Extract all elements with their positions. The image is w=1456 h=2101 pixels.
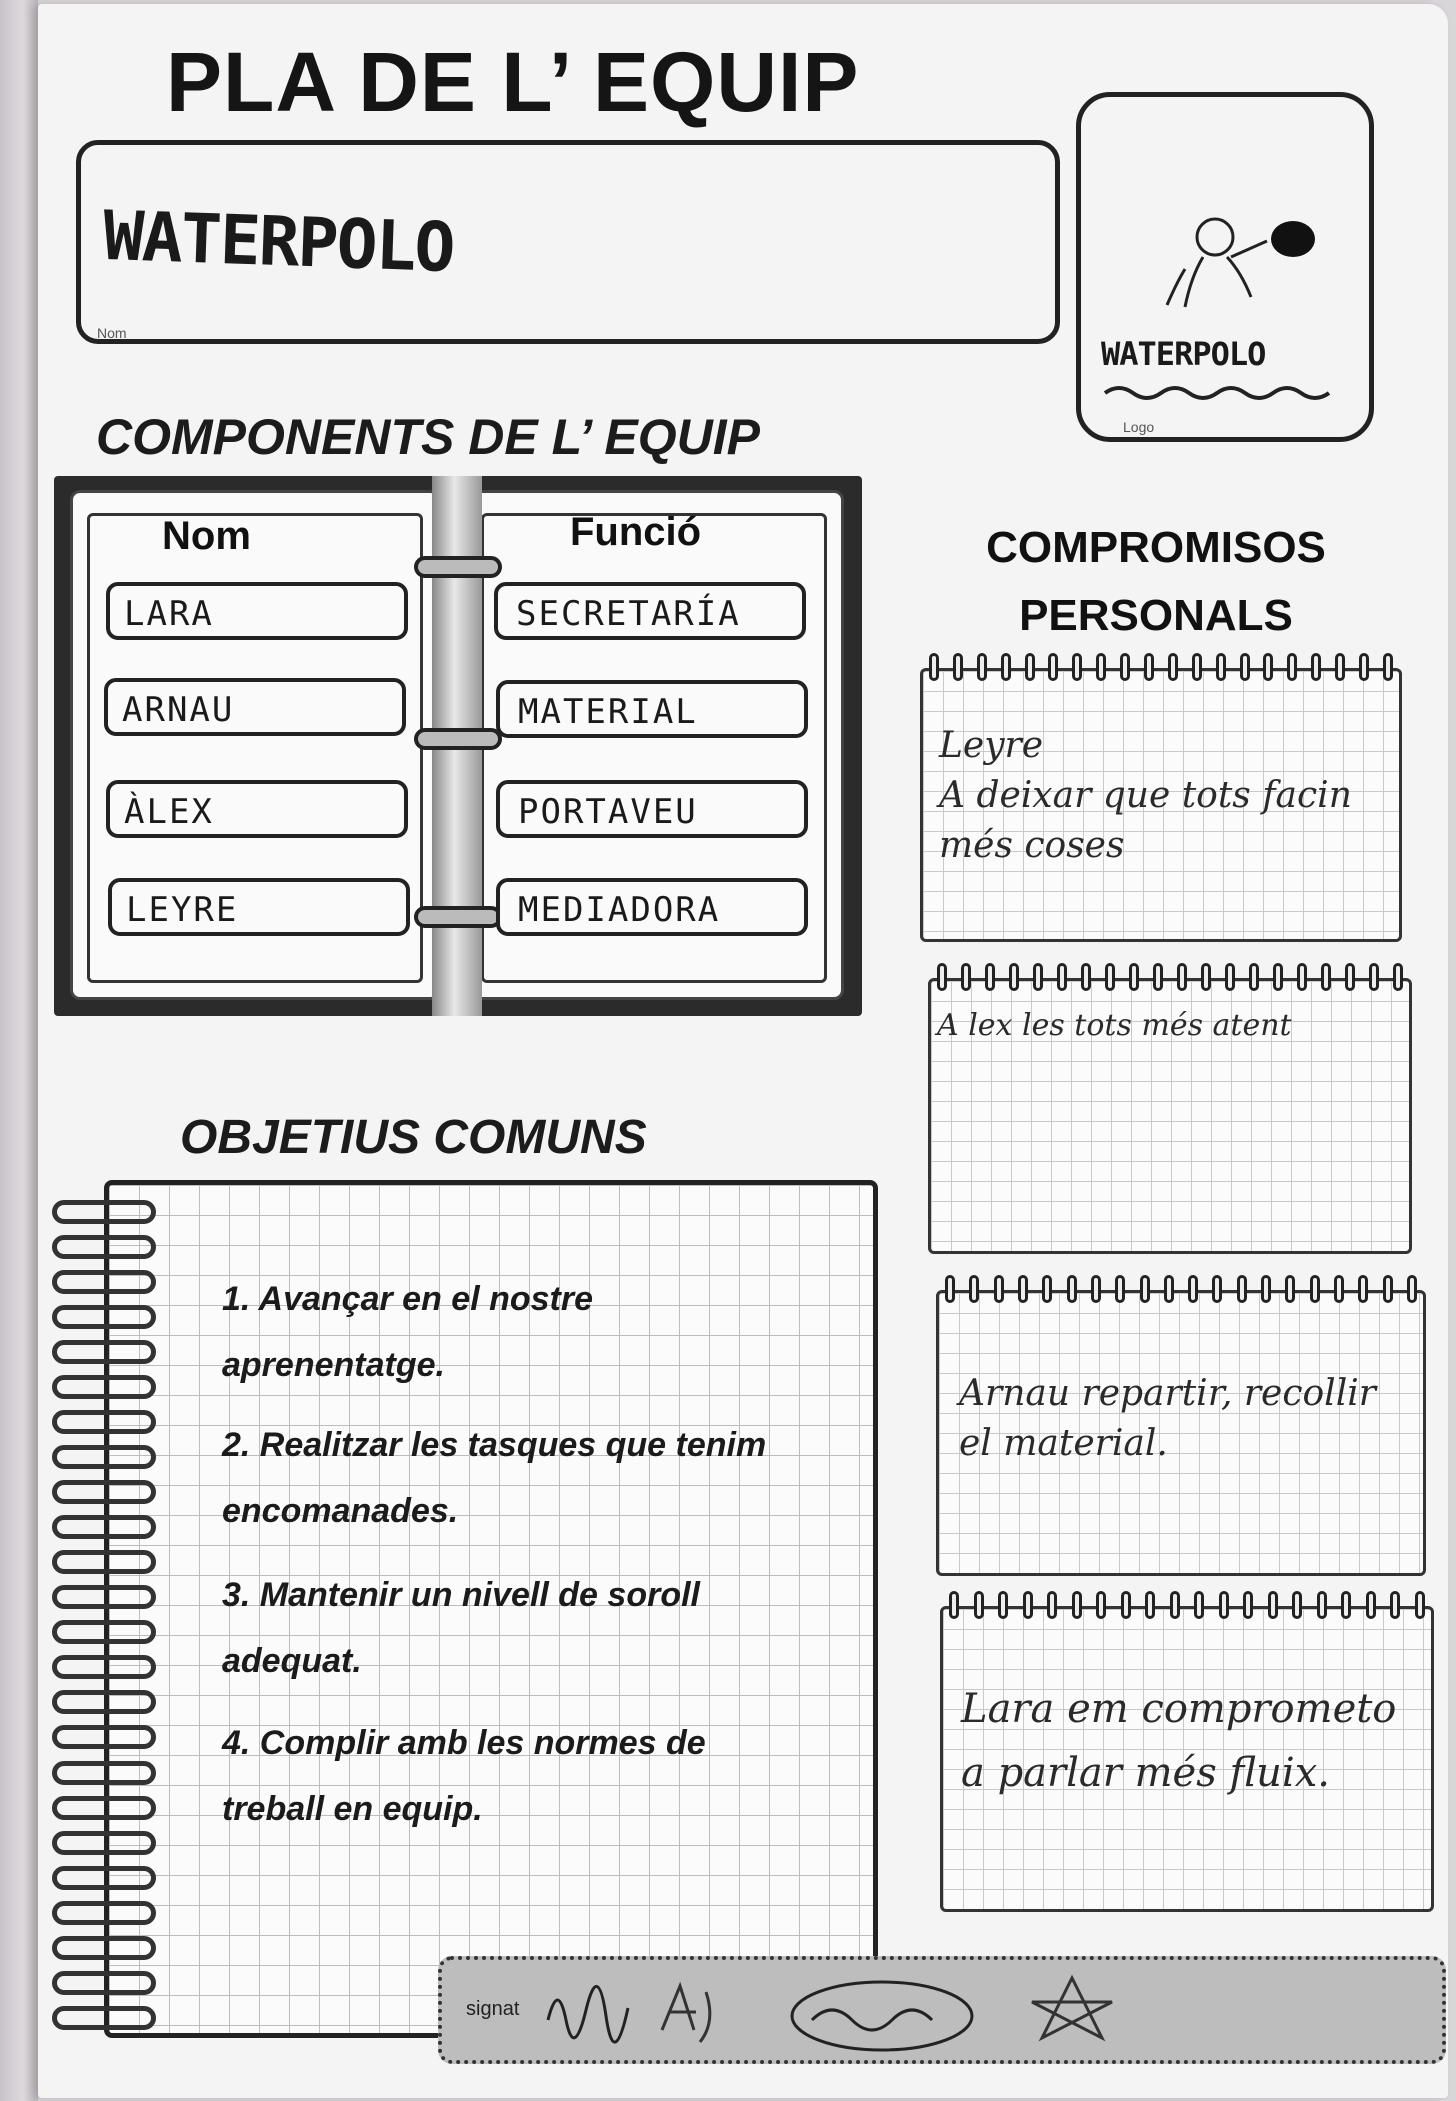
- commitment-note: [928, 978, 1412, 1254]
- binder-ring: [414, 906, 502, 928]
- goal-item: 1. Avançar en el nostre aprenentatge.: [222, 1280, 594, 1384]
- member-role: SECRETARÍA: [516, 594, 741, 634]
- components-heading: COMPONENTS DE L’ EQUIP: [96, 409, 760, 465]
- member-role: PORTAVEU: [518, 792, 698, 832]
- commitment-note: [936, 1290, 1426, 1576]
- components-binder: [54, 476, 862, 1016]
- logo-label: Logo: [1123, 419, 1155, 435]
- member-name: ÀLEX: [124, 792, 214, 832]
- member-name: LARA: [124, 594, 214, 634]
- member-name-box: [104, 678, 406, 736]
- goal-item: 3. Mantenir un nivell de soroll adequat.: [222, 1576, 700, 1680]
- commitment-text: Leyre A deixar que tots facin més coses: [939, 725, 1352, 866]
- commitment-note: [920, 668, 1402, 942]
- commitment-text: A lex les tots més atent: [937, 1008, 1292, 1043]
- member-name: LEYRE: [126, 890, 239, 930]
- team-logo-box: [1076, 92, 1374, 442]
- logo-text: WATERPOLO: [1101, 335, 1266, 373]
- signatures-scribbles: [542, 1960, 1242, 2060]
- member-role: MATERIAL: [518, 692, 698, 732]
- team-name-handwriting: WATERPOLO: [101, 196, 455, 289]
- binder-ring: [414, 556, 502, 578]
- signature-bar: [438, 1956, 1446, 2064]
- name-column-header: Nom: [162, 514, 251, 558]
- water-waves-drawing: [1081, 377, 1369, 417]
- member-name-box: [108, 878, 410, 936]
- member-name: ARNAU: [122, 690, 235, 730]
- page-title: PLA DE L’ EQUIP: [166, 35, 860, 129]
- goal-item: 2. Realitzar les tasques que tenim encomanades.: [222, 1426, 767, 1530]
- member-role-box: [496, 780, 808, 838]
- goal-item: 4. Complir amb les normes de treball en equip.: [222, 1724, 706, 1828]
- notebook-spiral: [52, 1200, 156, 2030]
- member-name-box: [106, 582, 408, 640]
- member-name-box: [106, 780, 408, 838]
- notebook-edge: [0, 0, 38, 2101]
- team-name-box: [76, 140, 1060, 344]
- binder-ring: [414, 728, 502, 750]
- member-role-box: [496, 680, 808, 738]
- goals-heading: OBJETIUS COMUNS: [180, 1111, 647, 1164]
- team-name-label: Nom: [97, 325, 127, 341]
- role-column-header: Funció: [570, 510, 702, 554]
- commitments-heading: COMPROMISOS PERSONALS: [986, 523, 1326, 640]
- member-role-box: [494, 582, 806, 640]
- commitment-note: [940, 1606, 1434, 1912]
- commitment-text: Lara em comprometo a parlar més fluix.: [961, 1686, 1397, 1796]
- commitment-text: Arnau repartir, recollir el material.: [959, 1373, 1376, 1464]
- member-role: MEDIADORA: [518, 890, 721, 930]
- member-role-box: [496, 878, 808, 936]
- signature-label: signat: [466, 1998, 520, 2020]
